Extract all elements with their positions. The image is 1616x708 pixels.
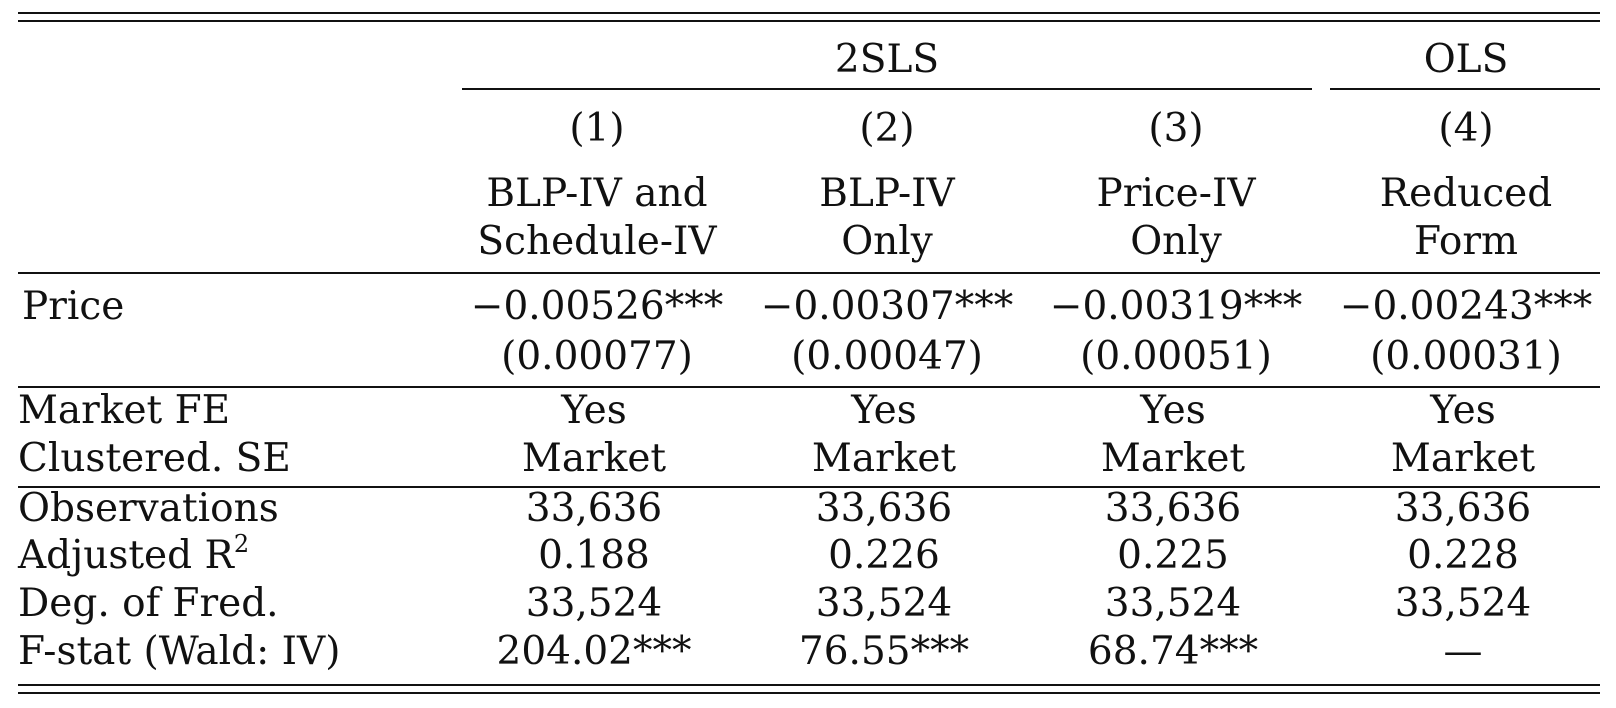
deg-of-fred-3: 33,524	[1104, 581, 1242, 626]
adjusted-r-text: Adjusted R	[18, 533, 234, 578]
row-label-market-fe: Market FE	[18, 388, 231, 433]
market-fe-2: Yes	[851, 388, 917, 433]
observations-4: 33,636	[1394, 486, 1532, 531]
bottom-rule-2	[18, 692, 1600, 694]
observations-2: 33,636	[815, 486, 953, 531]
header-bottom-rule	[18, 272, 1600, 274]
price-coef-3: −0.00319***	[1049, 284, 1303, 329]
adjusted-r2-3: 0.225	[1117, 533, 1229, 578]
market-fe-4: Yes	[1430, 388, 1496, 433]
price-se-4: (0.00031)	[1370, 334, 1562, 379]
column-title-4-line1: Reduced	[1379, 171, 1553, 216]
clustered-se-3: Market	[1100, 436, 1246, 481]
adjusted-r2-1: 0.188	[538, 533, 650, 578]
top-rule-1	[18, 12, 1600, 14]
observations-1: 33,636	[525, 486, 663, 531]
price-coef-2: −0.00307***	[760, 284, 1014, 329]
f-stat-3: 68.74***	[1087, 629, 1259, 674]
column-number-4: (4)	[1438, 106, 1494, 151]
price-coef-1: −0.00526***	[470, 284, 724, 329]
cmidrule-ols	[1330, 88, 1600, 90]
price-bottom-rule	[18, 386, 1600, 388]
f-stat-4: —	[1443, 629, 1483, 674]
adjusted-r2-2: 0.226	[828, 533, 940, 578]
price-se-3: (0.00051)	[1080, 334, 1272, 379]
column-title-3-line2: Only	[1130, 219, 1222, 264]
deg-of-fred-4: 33,524	[1394, 581, 1532, 626]
market-fe-3: Yes	[1140, 388, 1206, 433]
row-label-adjusted-r2	[18, 532, 249, 580]
row-label-price: Price	[22, 284, 125, 329]
row-label-clustered-se: Clustered. SE	[18, 436, 291, 481]
observations-3: 33,636	[1104, 486, 1242, 531]
clustered-se-1: Market	[521, 436, 667, 481]
r-squared-superscript: 2	[233, 530, 250, 558]
f-stat-2: 76.55***	[798, 629, 970, 674]
row-label-observations: Observations	[18, 486, 279, 531]
column-title-4-line2: Form	[1413, 219, 1519, 264]
column-number-1: (1)	[569, 106, 625, 151]
price-se-1: (0.00077)	[501, 334, 693, 379]
clustered-se-2: Market	[811, 436, 957, 481]
group-header-2sls: 2SLS	[834, 37, 940, 82]
cmidrule-2sls	[462, 88, 1312, 90]
price-coef-4: −0.00243***	[1339, 284, 1593, 329]
price-se-2: (0.00047)	[791, 334, 983, 379]
column-title-2-line2: Only	[841, 219, 933, 264]
column-title-3-line1: Price-IV	[1096, 171, 1256, 216]
column-number-3: (3)	[1148, 106, 1204, 151]
bottom-rule-1	[18, 684, 1600, 686]
deg-of-fred-1: 33,524	[525, 581, 663, 626]
column-title-1-line2: Schedule-IV	[477, 219, 717, 264]
column-title-1-line1: BLP-IV and	[486, 171, 708, 216]
deg-of-fred-2: 33,524	[815, 581, 953, 626]
top-rule-2	[18, 20, 1600, 22]
row-label-deg-of-fred: Deg. of Fred.	[18, 581, 279, 626]
row-label-f-stat: F-stat (Wald: IV)	[18, 629, 341, 674]
column-number-2: (2)	[859, 106, 915, 151]
column-title-2-line1: BLP-IV	[819, 171, 955, 216]
group-header-ols: OLS	[1423, 37, 1509, 82]
adjusted-r2-4: 0.228	[1407, 533, 1519, 578]
f-stat-1: 204.02***	[496, 629, 692, 674]
market-fe-1: Yes	[561, 388, 627, 433]
clustered-se-4: Market	[1390, 436, 1536, 481]
